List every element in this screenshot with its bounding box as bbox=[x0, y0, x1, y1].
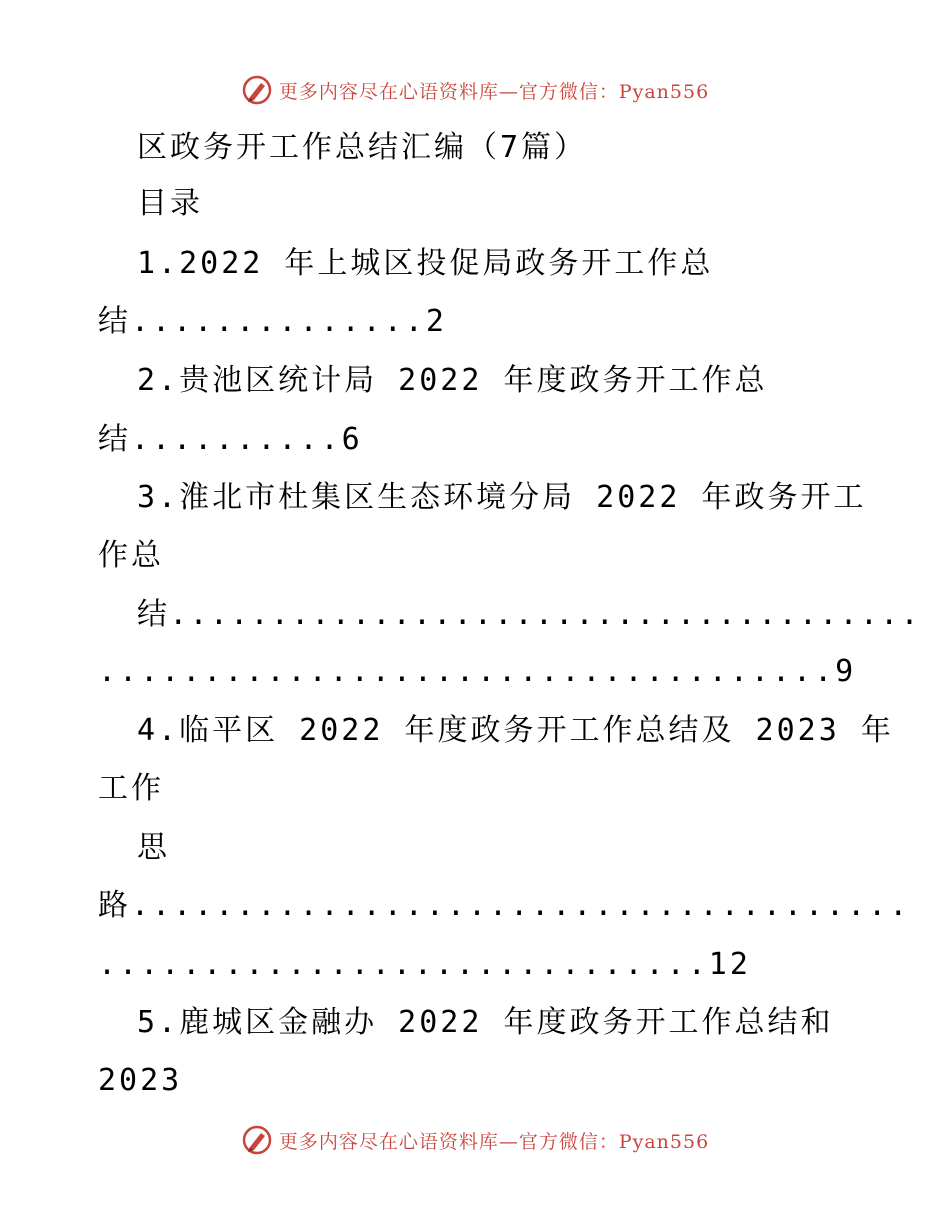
toc-entry-2-leader: 结..........6 bbox=[98, 422, 363, 457]
toc-entry-4-cont2: 思 bbox=[137, 830, 170, 865]
pen-logo-icon bbox=[241, 1124, 273, 1156]
toc-entry-2: 2.贵池区统计局 2022 年度政务开工作总 bbox=[137, 363, 768, 398]
watermark-text: 更多内容尽在心语资料库—官方微信：Pyan556 bbox=[278, 1130, 710, 1153]
document-title: 区政务开工作总结汇编（7篇） bbox=[137, 130, 588, 165]
toc-entry-4-cont: 工作 bbox=[98, 771, 164, 806]
toc-entry-3-leader: 结..................................... bbox=[137, 597, 921, 632]
header-watermark bbox=[0, 70, 950, 110]
footer-watermark bbox=[0, 1120, 950, 1160]
toc-entry-5-cont: 2023 bbox=[98, 1063, 183, 1098]
toc-entry-4: 4.临平区 2022 年度政务开工作总结及 2023 年 bbox=[137, 713, 894, 748]
toc-entry-1: 1.2022 年上城区投促局政务开工作总 bbox=[137, 246, 714, 281]
toc-heading: 目录 bbox=[137, 186, 203, 221]
toc-entry-5: 5.鹿城区金融办 2022 年度政务开工作总结和 bbox=[137, 1005, 834, 1040]
toc-entry-4-leader: 路..................................... bbox=[98, 888, 911, 923]
toc-entry-1-leader: 结..............2 bbox=[98, 304, 447, 339]
toc-entry-3: 3.淮北市杜集区生态环境分局 2022 年政务开工 bbox=[137, 480, 867, 515]
toc-entry-3-cont: 作总 bbox=[98, 538, 164, 573]
watermark-text: 更多内容尽在心语资料库—官方微信：Pyan556 bbox=[278, 80, 710, 103]
pen-logo-icon bbox=[241, 74, 273, 106]
toc-entry-3-page: ...................................9 bbox=[98, 654, 857, 689]
toc-entry-4-page: .............................12 bbox=[98, 947, 751, 982]
